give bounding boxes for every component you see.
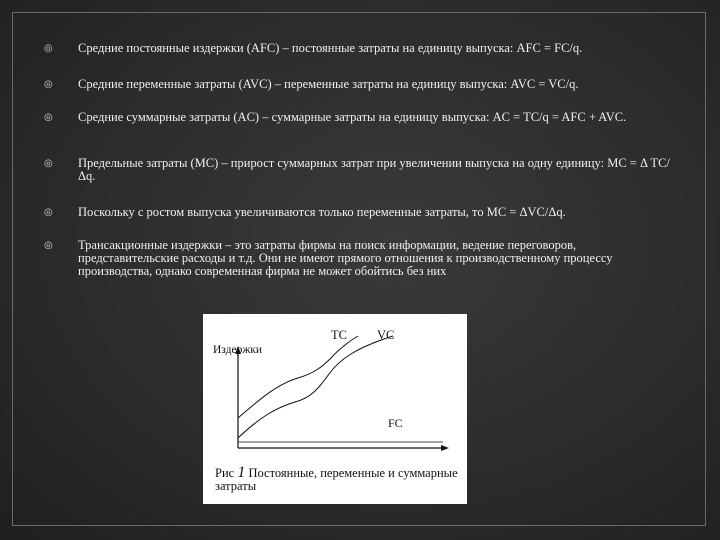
target-bullet-icon: ◎ — [44, 207, 53, 218]
bullet-item — [44, 77, 579, 91]
fc-label: FC — [388, 416, 403, 430]
bullet-item — [44, 238, 678, 278]
bullet-item — [44, 156, 678, 183]
y-axis-title: Издержки — [213, 344, 263, 356]
caption-text: Постоянные, переменные и суммарные затраты — [215, 466, 458, 493]
bullet-text: Поскольку с ростом выпуска увеличиваются только переменные затраты, то MC = ΔVC/Δq. — [78, 205, 566, 219]
target-bullet-icon: ◎ — [44, 158, 53, 169]
target-bullet-icon: ◎ — [44, 112, 53, 123]
x-axis-arrow — [441, 445, 449, 451]
tc-label: TC — [331, 328, 347, 342]
bullet-text: Средние переменные затраты (AVC) – переменные затраты на единицу выпуска: AVC = VC/q. — [78, 77, 579, 91]
bullet-text: Предельные затраты (MC) – прирост суммарных затрат при увеличении выпуска на одну единицу: MC = Δ TC/Δq. — [78, 156, 670, 183]
caption-number: 1 — [237, 464, 246, 481]
bullet-text: Трансакционные издержки – это затраты фирмы на поиск информации, ведение переговоров, представительские расходы и т.д. Они не имеют прямого отношения к производственному процессу производства, однако современная фирма не может обойтись без них — [78, 238, 613, 278]
cost-curves-figure — [203, 314, 467, 504]
target-bullet-icon: ◎ — [44, 79, 53, 90]
caption-prefix: Рис — [215, 466, 235, 480]
bullet-text: Средние постоянные издержки (AFC) – постоянные затраты на единицу выпуска: AFC = FC/q. — [78, 41, 583, 55]
vc-label: VC — [377, 328, 395, 342]
target-bullet-icon: ◎ — [44, 240, 53, 251]
bullet-text: Средние суммарные затраты (AC) – суммарные затраты на единицу выпуска: AC = TC/q = AFC + AVC. — [78, 110, 627, 124]
figure-caption — [215, 466, 465, 493]
bullet-item — [44, 205, 566, 219]
bullet-item — [44, 41, 583, 55]
bullet-item — [44, 110, 627, 124]
target-bullet-icon: ◎ — [44, 43, 53, 54]
